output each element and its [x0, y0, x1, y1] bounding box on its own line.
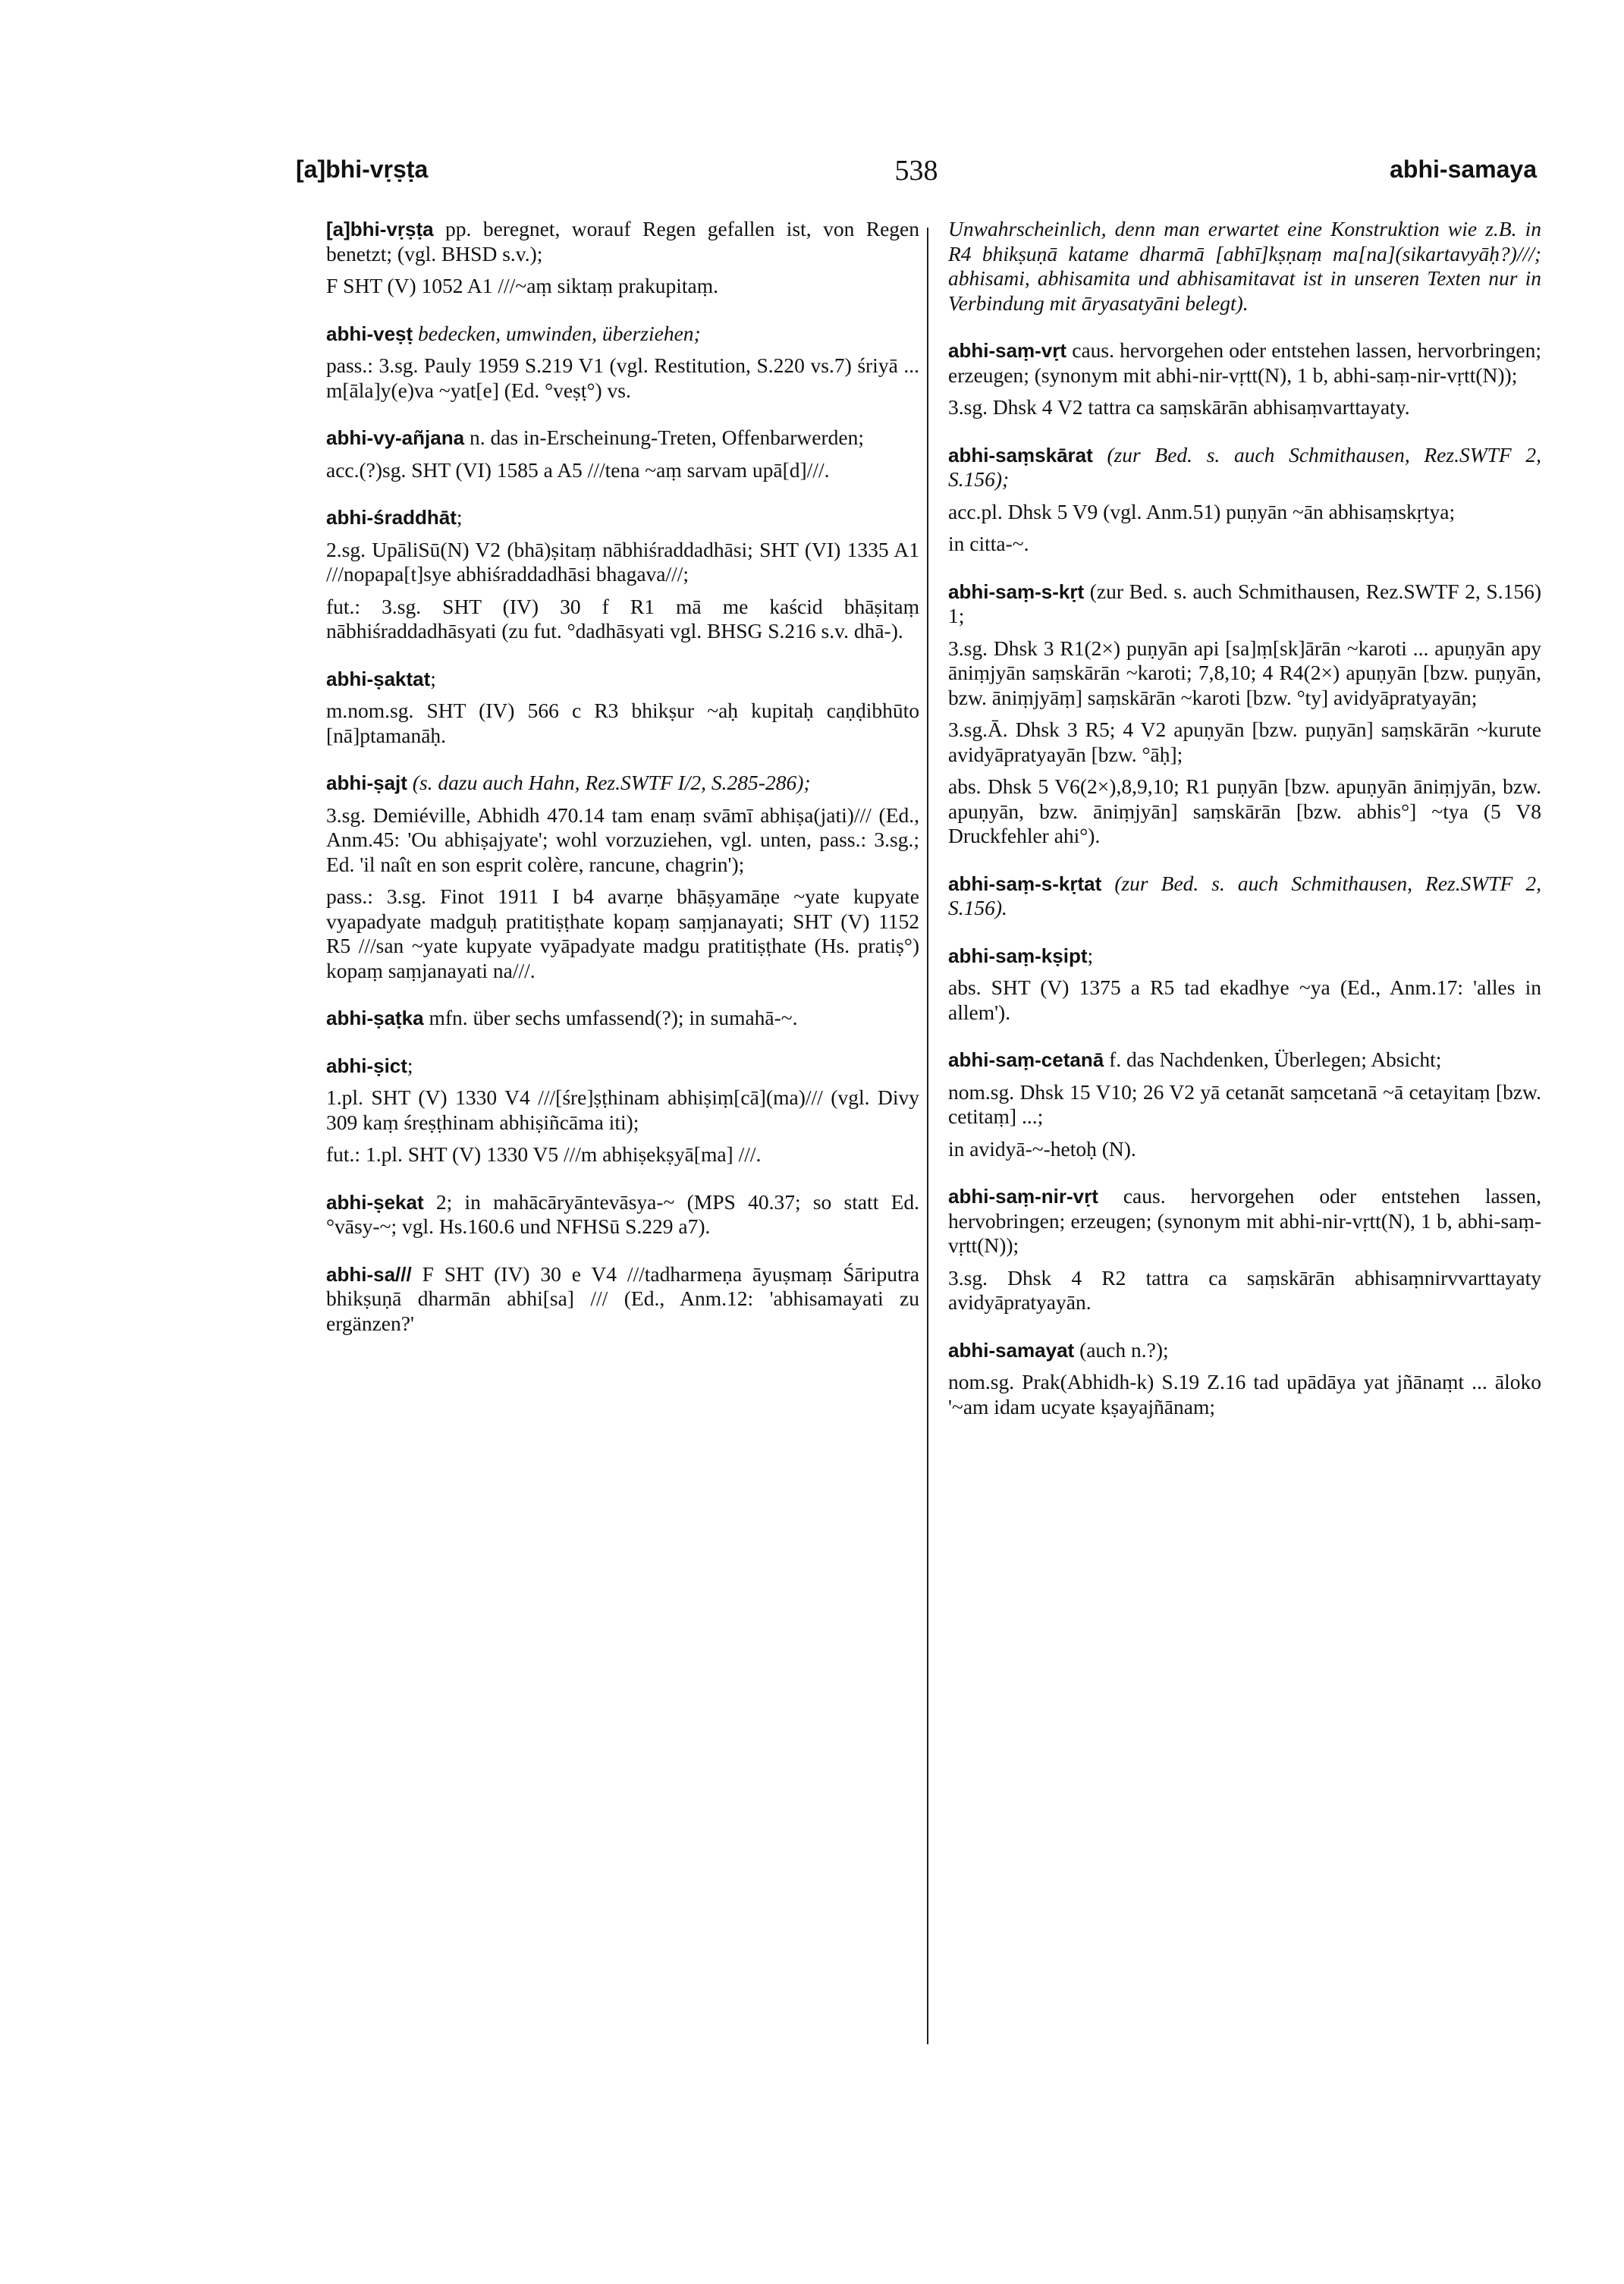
entry-line: mfn. über sechs umfassend(?); in sumahā-~.	[429, 1006, 798, 1029]
dictionary-entry	[326, 1006, 919, 1031]
entry-line: F SHT (IV) 30 e V4 ///tadharmeṇa āyuṣmaṃ Śāriputra bhikṣuṇā dharmān abhi[sa] /// (Ed., Anm.12: 'abhisamayati zu ergänzen?'	[326, 1261, 919, 1335]
right-column	[948, 217, 1541, 1442]
entry-line: in citta-~.	[948, 532, 1029, 555]
dictionary-entry	[948, 217, 1541, 316]
entry-line: ;	[456, 505, 463, 529]
left-column	[326, 217, 919, 1359]
entry-line: caus. hervorgehen oder entstehen lassen, hervobringen; erzeugen; (synonym mit abhi-nir-vṛtt(N), 1 b, abhi-saṃ-vṛtt(N));	[948, 1184, 1541, 1257]
entry-line: nom.sg. Prak(Abhidh-k) S.19 Z.16 tad upādāya yat jñānaṃt ... āloko '~am idam ucyate kṣayajñānam;	[948, 1370, 1541, 1418]
entry-line: (zur Bed. s. auch Schmithausen, Rez.SWTF 2, S.156) 1;	[948, 579, 1542, 627]
entry-line: (zur Bed. s. auch Schmithausen, Rez.SWTF 2, S.156).	[948, 871, 1542, 919]
entry-line: 2; in mahācāryāntevāsya-~ (MPS 40.37; so statt Ed. °vāsy-~; vgl. Hs.160.6 und NFHSū S.229 a7).	[326, 1189, 919, 1238]
headword: abhi-śraddhāt	[326, 506, 457, 529]
dictionary-entry	[326, 505, 919, 644]
header-right-headword: abhi-samaya	[1390, 156, 1537, 183]
headword: abhi-samayat	[948, 1338, 1075, 1362]
entry-line: f. das Nachdenken, Überlegen; Absicht;	[1109, 1048, 1442, 1071]
entry-line: Unwahrscheinlich, denn man erwartet eine Konstruktion wie z.B. in R4 bhikṣuṇā katame dharmā [abhī]kṣṇaṃ ma[na](sikartavyāḥ?)///; abhisami, abhisamita und abhisamitavat ist in unseren Texten nur in Verbindung mit āryasatyāni belegt).	[948, 217, 1541, 315]
dictionary-entry	[326, 217, 919, 299]
dictionary-entry	[948, 338, 1541, 420]
headword: [a]bhi-vṛṣṭa	[326, 218, 434, 240]
entry-line: pp. beregnet, worauf Regen gefallen ist, von Regen benetzt; (vgl. BHSD s.v.);	[326, 217, 920, 265]
headword: abhi-sa///	[326, 1262, 412, 1286]
headword: abhi-saṃ-cetanā	[948, 1048, 1104, 1071]
entry-line: 3.sg.Ā. Dhsk 3 R5; 4 V2 apuṇyān [bzw. puṇyān] saṃskārān ~kurute avidyāpratyayān [bzw. °āḥ];	[948, 718, 1541, 766]
entry-line: 3.sg. Demiéville, Abhidh 470.14 tam enaṃ svāmī abhiṣa(jati)/// (Ed., Anm.45: 'Ou abhiṣajyate'; wohl vorzuziehen, vgl. unten, pass.: 3.sg.; Ed. 'il naît en son esprit colère, rancune, chagrin');	[326, 803, 919, 876]
dictionary-entry	[948, 1048, 1541, 1161]
entry-line: ;	[430, 666, 436, 690]
headword: abhi-ṣict	[326, 1054, 407, 1077]
entry-line: F SHT (V) 1052 A1 ///~aṃ siktaṃ prakupitaṃ.	[326, 274, 718, 297]
entry-line: acc.(?)sg. SHT (VI) 1585 a A5 ///tena ~aṃ sarvam upā[d]///.	[326, 457, 830, 482]
entry-line: (auch n.?);	[1079, 1337, 1169, 1362]
headword: abhi-veṣṭ	[326, 322, 413, 345]
entry-line: m.nom.sg. SHT (IV) 566 c R3 bhikṣur ~aḥ kupitaḥ caṇḍibhūto [nā]ptamanāḥ.	[326, 699, 919, 747]
entry-line: 3.sg. Dhsk 4 R2 tattra ca saṃskārān abhisaṃnirvvarttayaty avidyāpratyayān.	[948, 1265, 1541, 1314]
dictionary-entry	[948, 1338, 1541, 1420]
headword: abhi-vy-añjana	[326, 426, 465, 449]
page-header	[296, 156, 1537, 193]
entry-line: (s. dazu auch Hahn, Rez.SWTF I/2, S.285-286);	[412, 771, 811, 794]
entry-line: fut.: 1.pl. SHT (V) 1330 V5 ///m abhiṣekṣyā[ma] ///.	[326, 1142, 762, 1166]
headword: abhi-saṃskārat	[948, 443, 1093, 467]
entry-line: acc.pl. Dhsk 5 V9 (vgl. Anm.51) puṇyān ~ān abhisaṃskṛtya;	[948, 499, 1456, 523]
dictionary-entry	[326, 1190, 919, 1239]
page-number: 538	[894, 155, 938, 187]
column-divider	[927, 228, 928, 2044]
dictionary-entry	[948, 443, 1541, 557]
dictionary-entry	[948, 580, 1541, 849]
dictionary-entry	[326, 667, 919, 749]
entry-line: 3.sg. Dhsk 4 V2 tattra ca saṃskārān abhisaṃvarttayaty.	[948, 395, 1410, 419]
dictionary-entry	[326, 322, 919, 404]
headword: abhi-saṃ-s-kṛtat	[948, 872, 1102, 895]
headword: abhi-ṣaktat	[326, 667, 431, 690]
dictionary-entry	[948, 1184, 1541, 1315]
headword: abhi-saṃ-kṣipt	[948, 944, 1088, 967]
dictionary-entry	[326, 1262, 919, 1337]
entry-line: abs. Dhsk 5 V6(2×),8,9,10; R1 puṇyān [bzw. apuṇyān āniṃjyān, bzw. apuṇyān, bzw. āniṃjyān] saṃskārān [bzw. abhis°] ~tya (5 V8 Druckfehler ahi°).	[948, 774, 1541, 847]
headword: abhi-ṣajt	[326, 771, 407, 794]
entry-line: 2.sg. UpāliSū(N) V2 (bhā)ṣitaṃ nābhiśraddadhāsi; SHT (VI) 1335 A1 ///nopapa[t]sye abhiśraddadhāsi bhagava///;	[326, 537, 919, 586]
entry-line: caus. hervorgehen oder entstehen lassen, hervorbringen; erzeugen; (synonym mit abhi-nir-vṛtt(N), 1 b, abhi-saṃ-nir-vṛtt(N));	[948, 338, 1542, 387]
header-left-headword: [a]bhi-vṛṣṭa	[296, 156, 429, 183]
entry-line: pass.: 3.sg. Finot 1911 I b4 avarṇe bhāṣyamāṇe ~yate kupyate vyapadyate madguḥ pratitiṣṭhate kopaṃ saṃjanayati; SHT (V) 1152 R5 ///san ~yate kupyate vyāpadyate madgu pratitiṣṭhate (Hs. pratiṣ°) kopaṃ saṃjanayati na///.	[326, 884, 919, 982]
entry-line: 1.pl. SHT (V) 1330 V4 ///[śre]ṣṭhinam abhiṣiṃ[cā](ma)/// (vgl. Divy 309 kaṃ śreṣṭhinam abhiṣiñcāma iti);	[326, 1085, 919, 1134]
entry-line: ;	[1087, 943, 1094, 967]
dictionary-entry	[326, 426, 919, 482]
headword: abhi-saṃ-s-kṛt	[948, 580, 1085, 603]
entry-line: ;	[407, 1053, 413, 1077]
headword: abhi-saṃ-vṛt	[948, 339, 1067, 362]
entry-line: (zur Bed. s. auch Schmithausen, Rez.SWTF 2, S.156);	[948, 442, 1541, 491]
entry-line: pass.: 3.sg. Pauly 1959 S.219 V1 (vgl. Restitution, S.220 vs.7) śriyā ... m[āla]y(e)va ~yat[e] (Ed. °veṣṭ°) vs.	[326, 353, 919, 402]
dictionary-entry	[326, 771, 919, 983]
dictionary-entry	[326, 1054, 919, 1167]
entry-line: 3.sg. Dhsk 3 R1(2×) puṇyān api [sa]ṃ[sk]ārān ~karoti ... apuṇyān apy āniṃjyān saṃskārān ~karoti; 7,8,10; 4 R4(2×) apuṇyān [bzw. puṇyān, bzw. āniṃjyāṃ] saṃskārān ~karoti [bzw. °ty] avidyāpratyayān;	[948, 636, 1541, 709]
entry-line: n. das in-Erscheinung-Treten, Offenbarwerden;	[469, 426, 864, 449]
headword: abhi-ṣaṭka	[326, 1007, 424, 1029]
entry-line: abs. SHT (V) 1375 a R5 tad ekadhye ~ya (Ed., Anm.17: 'alles in allem').	[948, 975, 1541, 1024]
dictionary-entry	[948, 944, 1541, 1026]
entry-line: in avidyā-~-hetoḥ (N).	[948, 1136, 1136, 1161]
entry-line: nom.sg. Dhsk 15 V10; 26 V2 yā cetanāt saṃcetanā ~ā cetayitaṃ [bzw. cetitaṃ] ...;	[948, 1079, 1541, 1128]
headword: abhi-ṣekat	[326, 1190, 424, 1214]
entry-line: bedecken, umwinden, überziehen;	[418, 321, 701, 345]
entry-line: fut.: 3.sg. SHT (IV) 30 f R1 mā me kaścid bhāṣitaṃ nābhiśraddadhāsyati (zu fut. °dadhāsyati vgl. BHSG S.216 s.v. dhā-).	[326, 594, 919, 642]
dictionary-entry	[948, 872, 1541, 921]
headword: abhi-saṃ-nir-vṛt	[948, 1185, 1098, 1208]
